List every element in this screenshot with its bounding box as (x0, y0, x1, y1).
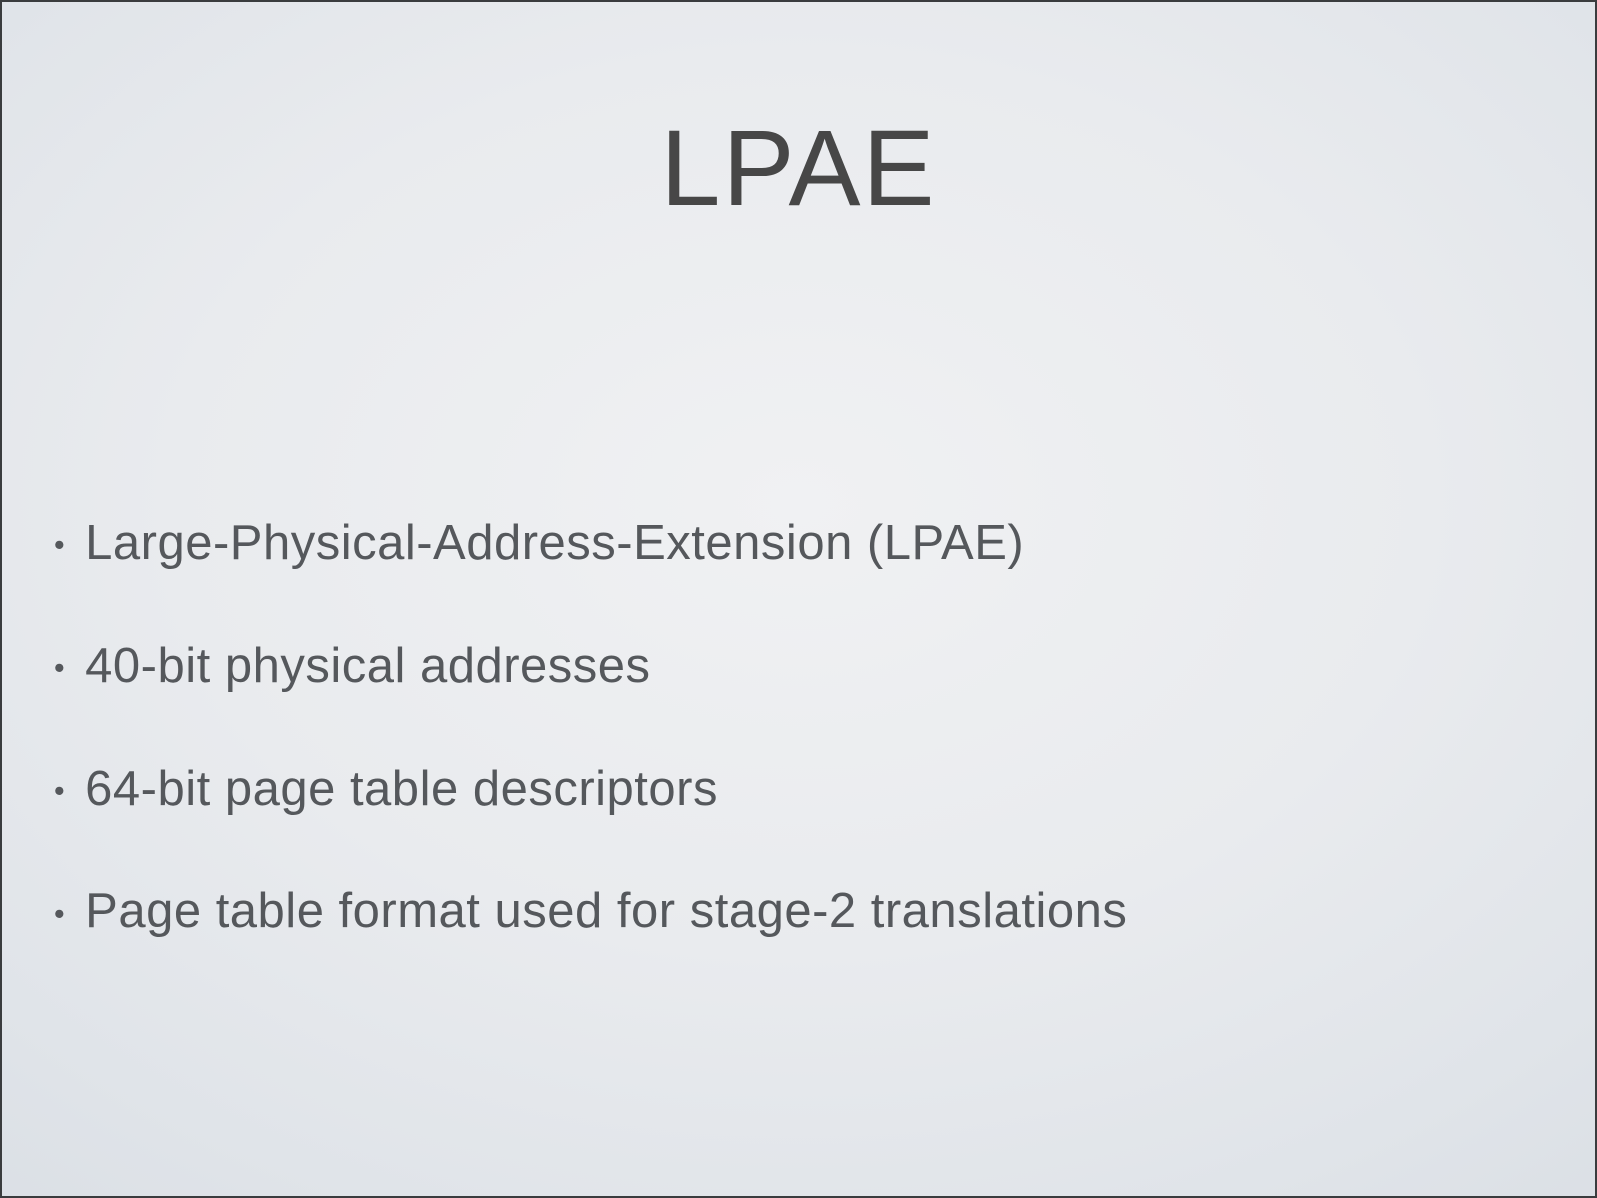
bullet-icon: • (54, 651, 66, 686)
list-item (54, 760, 1127, 820)
bullet-icon: • (54, 773, 66, 808)
slide-title: LPAE (660, 107, 937, 228)
bullet-list (54, 514, 1127, 1005)
bullet-text: 64-bit page table descriptors (85, 761, 718, 816)
list-item (54, 637, 1127, 697)
bullet-text: 40-bit physical addresses (85, 638, 651, 693)
list-item (54, 882, 1127, 942)
list-item (54, 514, 1127, 574)
bullet-icon: • (54, 528, 66, 563)
bullet-text: Large-Physical-Address-Extension (LPAE) (85, 516, 1025, 570)
bullet-icon: • (54, 896, 66, 931)
bullet-text: Page table format used for stage-2 translations (85, 884, 1128, 939)
